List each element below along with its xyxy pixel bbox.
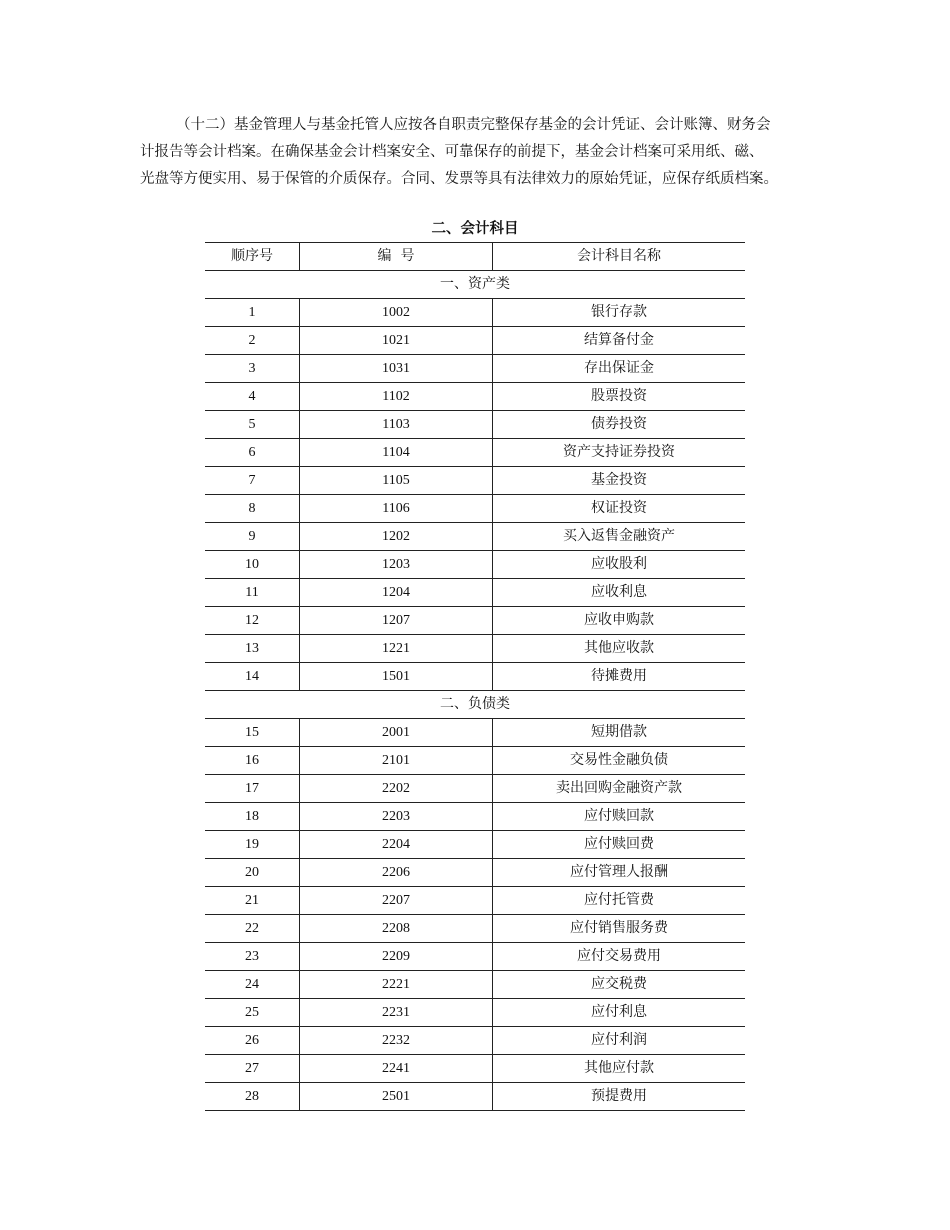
seq-cell: 14 [205,663,300,691]
table-row [205,411,745,439]
table-row [205,579,745,607]
subject-name-cell: 应付销售服务费 [493,915,746,943]
seq-cell: 8 [205,495,300,523]
code-cell: 2207 [300,887,493,915]
seq-cell: 1 [205,299,300,327]
table-row [205,467,745,495]
code-cell: 2231 [300,999,493,1027]
seq-cell: 6 [205,439,300,467]
seq-cell: 5 [205,411,300,439]
table-header-row [205,243,745,271]
table-row [205,971,745,999]
accounting-subjects-table [205,242,745,1111]
code-cell: 2202 [300,775,493,803]
code-cell: 1102 [300,383,493,411]
code-cell: 2209 [300,943,493,971]
table-row [205,803,745,831]
table-row [205,439,745,467]
table-row [205,775,745,803]
seq-cell: 17 [205,775,300,803]
header-seq: 顺序号 [205,243,300,271]
subject-name-cell: 应收股利 [493,551,746,579]
table-row [205,383,745,411]
code-cell: 2203 [300,803,493,831]
subject-name-cell: 其他应收款 [493,635,746,663]
code-cell: 1202 [300,523,493,551]
seq-cell: 24 [205,971,300,999]
code-cell: 2206 [300,859,493,887]
subject-name-cell: 待摊费用 [493,663,746,691]
seq-cell: 12 [205,607,300,635]
table-row [205,663,745,691]
seq-cell: 27 [205,1055,300,1083]
subject-name-cell: 银行存款 [493,299,746,327]
table-row [205,719,745,747]
code-cell: 1501 [300,663,493,691]
seq-cell: 22 [205,915,300,943]
code-cell: 2221 [300,971,493,999]
group-row [205,691,745,719]
subject-name-cell: 存出保证金 [493,355,746,383]
intro-paragraph [140,112,820,193]
code-cell: 1221 [300,635,493,663]
subject-name-cell: 买入返售金融资产 [493,523,746,551]
subject-name-cell: 股票投资 [493,383,746,411]
group-row [205,271,745,299]
code-cell: 2501 [300,1083,493,1111]
code-cell: 2204 [300,831,493,859]
table-row [205,635,745,663]
subject-name-cell: 应交税费 [493,971,746,999]
paragraph-line: 光盘等方便实用、易于保管的介质保存。合同、发票等具有法律效力的原始凭证，应保存纸质档案。 [140,171,778,187]
code-cell: 1105 [300,467,493,495]
code-cell: 2101 [300,747,493,775]
table-row [205,999,745,1027]
subject-name-cell: 其他应付款 [493,1055,746,1083]
subject-name-cell: 预提费用 [493,1083,746,1111]
table-row [205,1055,745,1083]
seq-cell: 16 [205,747,300,775]
subject-name-cell: 应收利息 [493,579,746,607]
table-row [205,915,745,943]
seq-cell: 10 [205,551,300,579]
code-cell: 1104 [300,439,493,467]
subject-name-cell: 交易性金融负债 [493,747,746,775]
seq-cell: 23 [205,943,300,971]
header-code: 编 号 [300,243,493,271]
seq-cell: 2 [205,327,300,355]
seq-cell: 9 [205,523,300,551]
subject-name-cell: 权证投资 [493,495,746,523]
group-label: 一、资产类 [205,271,745,299]
group-label: 二、负债类 [205,691,745,719]
subject-name-cell: 结算备付金 [493,327,746,355]
subject-name-cell: 债券投资 [493,411,746,439]
table-row [205,859,745,887]
code-cell: 2208 [300,915,493,943]
subject-name-cell: 资产支持证券投资 [493,439,746,467]
subject-name-cell: 应付托管费 [493,887,746,915]
subject-name-cell: 基金投资 [493,467,746,495]
seq-cell: 25 [205,999,300,1027]
table-row [205,607,745,635]
seq-cell: 21 [205,887,300,915]
table-row [205,327,745,355]
table-row [205,1083,745,1111]
header-subject-name: 会计科目名称 [493,243,746,271]
code-cell: 1207 [300,607,493,635]
seq-cell: 13 [205,635,300,663]
code-cell: 2232 [300,1027,493,1055]
code-cell: 1103 [300,411,493,439]
table-row [205,551,745,579]
subject-name-cell: 应付交易费用 [493,943,746,971]
subject-name-cell: 应付赎回款 [493,803,746,831]
subject-name-cell: 卖出回购金融资产款 [493,775,746,803]
seq-cell: 20 [205,859,300,887]
subject-name-cell: 短期借款 [493,719,746,747]
code-cell: 2001 [300,719,493,747]
code-cell: 1106 [300,495,493,523]
code-cell: 2241 [300,1055,493,1083]
table-row [205,943,745,971]
seq-cell: 3 [205,355,300,383]
table-row [205,831,745,859]
paragraph-line: （十二）基金管理人与基金托管人应按各自职责完整保存基金的会计凭证、会计账簿、财务会 [176,117,771,133]
table-row [205,523,745,551]
code-cell: 1021 [300,327,493,355]
table-row [205,355,745,383]
seq-cell: 19 [205,831,300,859]
seq-cell: 15 [205,719,300,747]
table-row [205,887,745,915]
code-cell: 1203 [300,551,493,579]
subject-name-cell: 应付赎回费 [493,831,746,859]
seq-cell: 7 [205,467,300,495]
code-cell: 1002 [300,299,493,327]
code-cell: 1204 [300,579,493,607]
seq-cell: 18 [205,803,300,831]
table-body [205,243,745,1111]
subject-name-cell: 应收申购款 [493,607,746,635]
seq-cell: 4 [205,383,300,411]
seq-cell: 26 [205,1027,300,1055]
subject-name-cell: 应付管理人报酬 [493,859,746,887]
table-row [205,747,745,775]
table-row [205,299,745,327]
seq-cell: 11 [205,579,300,607]
seq-cell: 28 [205,1083,300,1111]
subject-name-cell: 应付利润 [493,1027,746,1055]
paragraph-line: 计报告等会计档案。在确保基金会计档案安全、可靠保存的前提下，基金会计档案可采用纸、磁、 [140,144,764,160]
table-row [205,495,745,523]
subject-name-cell: 应付利息 [493,999,746,1027]
table-row [205,1027,745,1055]
code-cell: 1031 [300,355,493,383]
section-title: 二、会计科目 [431,221,519,237]
